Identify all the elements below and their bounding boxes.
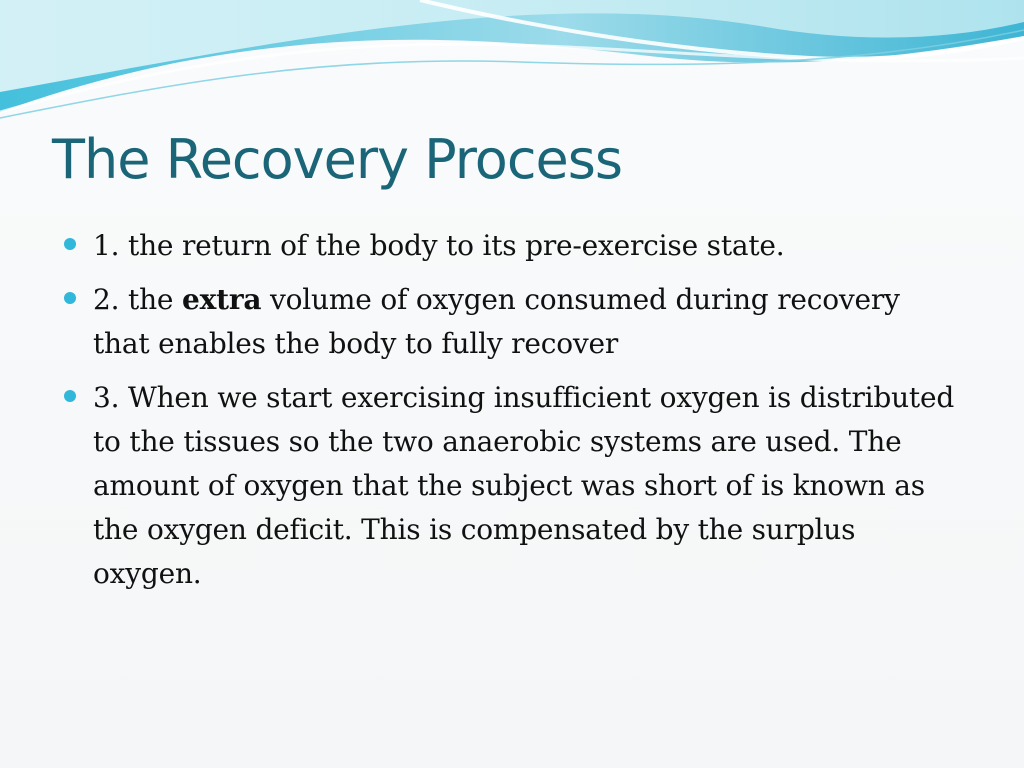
bullet-list xyxy=(62,224,962,606)
bullet-dot-icon xyxy=(64,292,76,304)
bullet-item-1 xyxy=(62,224,962,268)
bullet-text: 3. When we start exercising insufficient oxygen is distributed to the tissues so the two anaerobic systems are used. The amount of oxygen that the subject was short of is known as the oxygen deficit. This is compensated by the surplus oxygen. xyxy=(93,381,955,590)
bullet-text: 1. the return of the body to its pre-exercise state. xyxy=(93,229,785,262)
bullet-item-3 xyxy=(62,376,962,596)
decorative-wave-header xyxy=(0,0,1024,130)
slide-title: The Recovery Process xyxy=(52,128,622,191)
bullet-dot-icon xyxy=(64,390,76,402)
bullet-dot-icon xyxy=(64,238,76,250)
bullet-text-suffix: volume of oxygen consumed during recovery that enables the body to fully recover xyxy=(93,283,900,360)
bullet-item-2 xyxy=(62,278,962,366)
emphasized-word: extra xyxy=(181,283,262,316)
bullet-text-prefix: 2. the xyxy=(93,283,182,316)
